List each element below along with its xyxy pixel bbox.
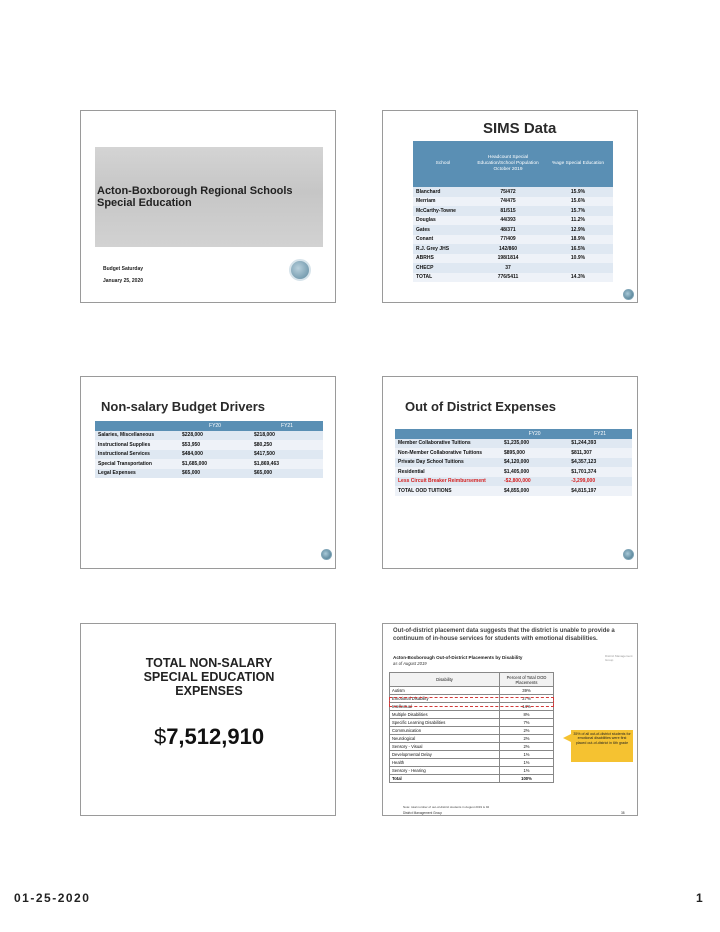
disability-table — [389, 672, 554, 783]
table-row — [395, 486, 632, 496]
table-cell: 1% — [500, 751, 554, 759]
table-cell: Legal Expenses — [95, 469, 179, 479]
slide-1-title — [80, 110, 336, 303]
table-row — [95, 431, 323, 441]
table-cell: Total — [390, 775, 500, 783]
table-cell: Conant — [413, 235, 473, 245]
table-cell: 10.9% — [543, 254, 613, 264]
table-row — [390, 687, 554, 695]
table-cell: Intellectual — [390, 703, 500, 711]
table-cell: Member Collaborative Tuitions — [395, 439, 501, 449]
logo-icon — [623, 549, 634, 560]
table-cell — [543, 263, 613, 273]
slide-title: TOTAL NON-SALARY SPECIAL EDUCATION EXPENSES — [143, 656, 275, 698]
table-cell: 1% — [500, 767, 554, 775]
table-cell: 14% — [500, 703, 554, 711]
event-name: Budget Saturday — [103, 266, 144, 272]
table-row — [390, 727, 554, 735]
table-header-cell: Percent of Total OOD Placements — [500, 673, 554, 687]
table-row — [390, 711, 554, 719]
table-cell: 16.5% — [543, 244, 613, 254]
ood-table — [395, 429, 632, 496]
total-amount: $7,512,910 — [153, 724, 265, 749]
table-header-cell: FY21 — [251, 421, 323, 431]
sims-table — [413, 141, 613, 282]
table-row — [395, 467, 632, 477]
table-cell: TOTAL — [413, 273, 473, 283]
table-header-cell: FY20 — [179, 421, 251, 431]
table-cell: $895,000 — [501, 448, 568, 458]
table-cell: $1,405,000 — [501, 467, 568, 477]
table-cell: 198/1814 — [473, 254, 543, 264]
slide-6-ood-placements — [382, 623, 638, 816]
logo-icon — [321, 549, 332, 560]
slide-title: Out of District Expenses — [405, 399, 556, 414]
table-cell: $484,000 — [179, 450, 251, 460]
table-row — [413, 244, 613, 254]
slide-4-ood-expenses — [382, 376, 638, 569]
footer-brand: District Management Group — [403, 811, 442, 815]
table-cell: $1,701,374 — [568, 467, 632, 477]
table-row — [390, 775, 554, 783]
table-cell: -3,299,000 — [568, 477, 632, 487]
table-cell: Residential — [395, 467, 501, 477]
slide-page-number: 38 — [621, 811, 625, 815]
table-cell: R.J. Grey JHS — [413, 244, 473, 254]
page-number: 1 — [696, 891, 703, 905]
table-row — [390, 767, 554, 775]
chart-title: Acton-Boxborough Out-of-District Placements by Disability — [393, 655, 523, 660]
table-row — [395, 458, 632, 468]
table-cell: 2% — [500, 727, 554, 735]
table-row — [413, 206, 613, 216]
table-cell: 7% — [500, 719, 554, 727]
table-row — [413, 216, 613, 226]
table-cell: Communication — [390, 727, 500, 735]
table-cell: 48/371 — [473, 225, 543, 235]
table-row — [413, 197, 613, 207]
table-cell: 142/860 — [473, 244, 543, 254]
table-row — [413, 235, 613, 245]
table-row — [395, 477, 632, 487]
table-cell: 75/472 — [473, 187, 543, 197]
table-header-cell: Headcount Special Education/School Population October 2019 — [473, 141, 543, 187]
table-header-cell — [95, 421, 179, 431]
table-cell: $65,000 — [251, 469, 323, 479]
table-row — [413, 273, 613, 283]
table-cell: 18.9% — [543, 235, 613, 245]
table-cell: 44/393 — [473, 216, 543, 226]
table-cell: $811,307 — [568, 448, 632, 458]
table-cell: Developmental Delay — [390, 751, 500, 759]
table-row — [395, 439, 632, 449]
table-cell: Sensory - Visual — [390, 743, 500, 751]
slide-2-sims-data — [382, 110, 638, 303]
table-cell: Emotional Disability — [390, 695, 500, 703]
table-cell: $80,250 — [251, 440, 323, 450]
table-cell: 11.2% — [543, 216, 613, 226]
table-cell: 81/515 — [473, 206, 543, 216]
table-cell: 100% — [500, 775, 554, 783]
table-row — [413, 225, 613, 235]
table-header-cell: FY20 — [501, 429, 568, 439]
slide-3-budget-drivers — [80, 376, 336, 569]
table-header-cell — [395, 429, 501, 439]
table-cell: Salaries, Miscellaneous — [95, 431, 179, 441]
table-cell: $4,855,000 — [501, 486, 568, 496]
slide-headline: Out-of-district placement data suggests that the district is unable to provide a continuum of in-house services for students with emotional disabilities. — [393, 628, 615, 642]
table-cell: Instructional Services — [95, 450, 179, 460]
table-cell: Neurological — [390, 735, 500, 743]
table-note: Note: total number of out-of-district students in August 2019 is 92 — [403, 805, 490, 809]
table-cell: 37 — [473, 263, 543, 273]
table-cell: 74/475 — [473, 197, 543, 207]
table-header-row — [395, 429, 632, 439]
table-cell: TOTAL OOD TUITIONS — [395, 486, 501, 496]
table-cell: $218,000 — [251, 431, 323, 441]
table-cell: 15.6% — [543, 197, 613, 207]
table-header-row — [413, 141, 613, 187]
event-date: January 25, 2020 — [103, 278, 144, 284]
table-row — [390, 735, 554, 743]
table-cell: Autism — [390, 687, 500, 695]
table-cell: $417,500 — [251, 450, 323, 460]
table-cell: ABRHS — [413, 254, 473, 264]
table-row — [413, 254, 613, 264]
table-header-cell: %age Special Education — [543, 141, 613, 187]
table-cell: Non-Member Collaborative Tuitions — [395, 448, 501, 458]
table-cell: $65,000 — [179, 469, 251, 479]
table-cell: $4,120,000 — [501, 458, 568, 468]
table-row — [390, 759, 554, 767]
table-cell: 776/5411 — [473, 273, 543, 283]
highlight-box — [389, 697, 554, 707]
logo-icon — [623, 289, 634, 300]
table-header-row — [95, 421, 323, 431]
table-cell: CHECP — [413, 263, 473, 273]
table-row — [413, 187, 613, 197]
chart-subtitle: as of August 2019 — [393, 661, 427, 666]
table-header-cell: School — [413, 141, 473, 187]
table-cell: 14.3% — [543, 273, 613, 283]
table-cell: Douglas — [413, 216, 473, 226]
table-cell: Blanchard — [413, 187, 473, 197]
table-row — [395, 448, 632, 458]
table-cell: Instructional Supplies — [95, 440, 179, 450]
table-cell: $228,000 — [179, 431, 251, 441]
page-date: 01-25-2020 — [14, 891, 91, 905]
table-cell: Merriam — [413, 197, 473, 207]
table-cell: McCarthy-Towne — [413, 206, 473, 216]
table-cell: 15.7% — [543, 206, 613, 216]
table-row — [413, 263, 613, 273]
table-cell: 39% — [500, 687, 554, 695]
table-row — [95, 469, 323, 479]
table-row — [95, 440, 323, 450]
slide-title: Non-salary Budget Drivers — [101, 399, 265, 414]
table-cell: $1,235,000 — [501, 439, 568, 449]
slide-title: SIMS Data — [483, 120, 557, 137]
table-header-row — [390, 673, 554, 687]
table-cell: -$2,800,000 — [501, 477, 568, 487]
table-cell: 77/409 — [473, 235, 543, 245]
table-cell: 12.9% — [543, 225, 613, 235]
table-cell: Multiple Disabilities — [390, 711, 500, 719]
table-cell: Gates — [413, 225, 473, 235]
table-cell: $1,244,393 — [568, 439, 632, 449]
table-row — [390, 719, 554, 727]
slide-title: Acton-Boxborough Regional Schools Special Education — [97, 185, 293, 209]
table-cell: Specific Learning Disabilities — [390, 719, 500, 727]
table-cell: 27% — [500, 695, 554, 703]
table-header-cell: FY21 — [568, 429, 632, 439]
budget-table — [95, 421, 323, 478]
callout-note: 35% of all out-of-district students for emotional disabilities were first placed out-of-district in 6th grade — [571, 730, 633, 762]
slide-5-total — [80, 623, 336, 816]
logo-icon — [289, 259, 311, 281]
table-row — [390, 751, 554, 759]
table-cell: 1% — [500, 759, 554, 767]
dmg-logo: District Management Group — [605, 654, 633, 662]
table-cell: 2% — [500, 743, 554, 751]
table-cell: $53,950 — [179, 440, 251, 450]
table-cell: Private Day School Tuitions — [395, 458, 501, 468]
table-row — [95, 450, 323, 460]
table-cell: $1,685,000 — [179, 459, 251, 469]
table-cell: Sensory - Hearing — [390, 767, 500, 775]
table-cell: Health — [390, 759, 500, 767]
table-cell: 8% — [500, 711, 554, 719]
table-cell: 2% — [500, 735, 554, 743]
table-cell: Less Circuit Breaker Reimbursement — [395, 477, 501, 487]
table-cell: $1,869,463 — [251, 459, 323, 469]
table-cell: Special Transportation — [95, 459, 179, 469]
table-header-cell: Disability — [390, 673, 500, 687]
table-row — [390, 743, 554, 751]
table-row — [95, 459, 323, 469]
table-cell: $4,357,123 — [568, 458, 632, 468]
table-cell: 15.9% — [543, 187, 613, 197]
table-cell: $4,815,197 — [568, 486, 632, 496]
